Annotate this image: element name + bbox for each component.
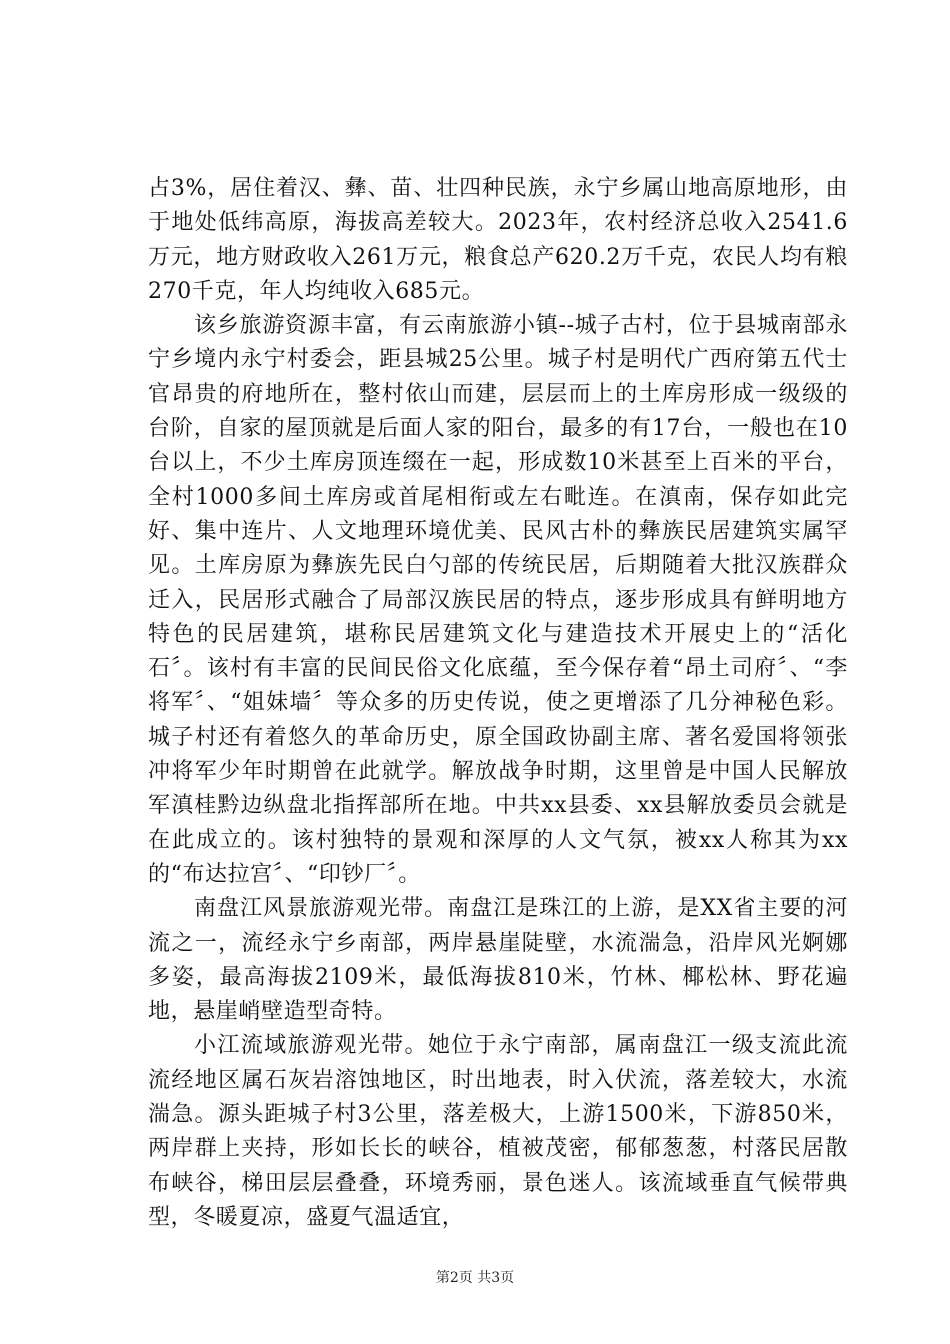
paragraph-ancient-village: 该乡旅游资源丰富，有云南旅游小镇--城子古村，位于县城南部永宁乡境内永宁村委会，距县城25公里。城子村是明代广西府第五代士官昂贵的府地所在，整村依山而建，层层而上的土库房形成一级级的台阶，自家的屋顶就是后面人家的阳台，最多的有17台，一般也在10台以上，不少土库房顶连缀在一起，形成数10米甚至上百米的平台，全村1000多间土库房或首尾相衔或左右毗连。在滇南，保存如此完好、集中连片、人文地理环境优美、民风古朴的彝族民居建筑实属罕见。土库房原为彝族先民白勺部的传统民居，后期随着大批汉族群众迁入，民居形式融合了局部汉族民居的特点，逐步形成具有鲜明地方特色的民居建筑，堪称民居建筑文化与建造技术开展史上的“活化石〞。该村有丰富的民间民俗文化底蕴，至今保存着“昂土司府〞、“李将军〞、“姐妹墙〞等众多的历史传说，使之更增添了几分神秘色彩。城子村还有着悠久的革命历史，原全国政协副主席、著名爱国将领张冲将军少年时期曾在此就学。解放战争时期，这里曾是中国人民解放军滇桂黔边纵盘北指挥部所在地。中共xx县委、xx县解放委员会就是在此成立的。该村独特的景观和深厚的人文气氛，被xx人称其为xx的“布达拉宫〞、“印钞厂〞。 [148,313,848,887]
paragraph-population: 占3%，居住着汉、彝、苗、壮四种民族，永宁乡属山地高原地形，由于地处低纬高原，海拔高差较大。2023年，农村经济总收入2541.6万元，地方财政收入261万元，粮食总产620.2万千克，农民人均有粮270千克，年人均纯收入685元。 [148,176,848,304]
paragraph-xiaojiang-basin: 小江流域旅游观光带。她位于永宁南部，属南盘江一级支流此流流经地区属石灰岩溶蚀地区，时出地表，时入伏流，落差较大，水流湍急。源头距城子村3公里，落差极大，上游1500米，下游850米，两岸群上夹持，形如长长的峡谷，植被茂密，郁郁葱葱，村落民居散布峡谷，梯田层层叠叠，环境秀丽，景色迷人。该流域垂直气候带典型，冬暖夏凉，盛夏气温适宜， [148,1033,848,1230]
page-number-footer: 第2页 共3页 [435,1270,515,1286]
page-body [148,172,848,1235]
paragraph-nanpan-river: 南盘江风景旅游观光带。南盘江是珠江的上游，是XX省主要的河流之一，流经永宁乡南部，两岸悬崖陡壁，水流湍急，沿岸风光婀娜多姿，最高海拔2109米，最低海拔810米，竹林、椰松林、野花遍地，悬崖峭壁造型奇特。 [148,896,848,1025]
